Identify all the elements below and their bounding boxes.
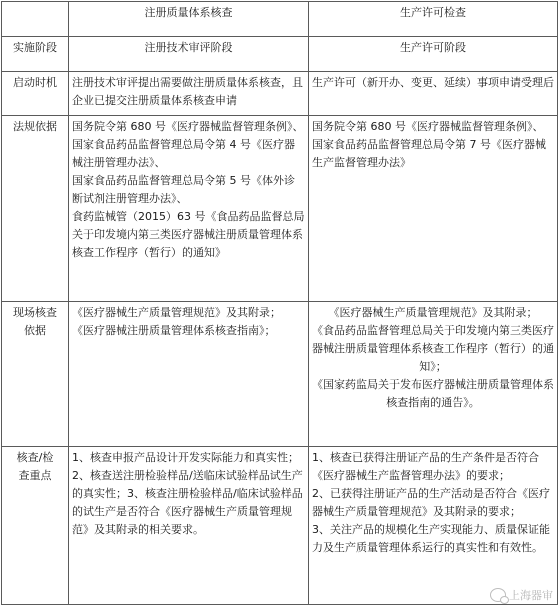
focus-label-line1: 核查/检 xyxy=(16,451,54,464)
onsite-right-item: 《食品药品监督管理总局关于印发境内第三类医疗器械注册质量管理体系核查工作程序（暂行）的通知》； xyxy=(312,324,554,373)
focus-right-item: 1、核查已获得注册证产品的生产条件是否符合《医疗器械生产监督管理办法》的要求； xyxy=(312,451,539,482)
onsite-right xyxy=(309,302,558,447)
watermark xyxy=(490,587,553,603)
trigger-right xyxy=(309,72,558,116)
focus-row xyxy=(2,447,558,605)
comparison-table xyxy=(1,1,558,605)
watermark-text: 上海器审 xyxy=(509,589,553,602)
legal-left xyxy=(69,116,309,302)
onsite-left xyxy=(69,302,309,447)
focus-right xyxy=(309,447,558,605)
trigger-right-text: 生产许可（新开办、变更、延续）事项申请受理后 xyxy=(312,76,554,89)
trigger-row xyxy=(2,72,558,116)
stage-right: 生产许可阶段 xyxy=(309,37,558,72)
focus-right-item: 3、关注产品的规模化生产实现能力、质量保证能力及生产质量管理体系运行的真实性和有效性。 xyxy=(312,523,550,554)
onsite-left-item: 《医疗器械生产质量管理规范》及其附录； xyxy=(72,306,281,319)
legal-left-item: 国家食品药品监督管理总局令第 4 号《医疗器械注册管理办法》、 xyxy=(72,138,295,169)
onsite-left-item: 《医疗器械注册质量管理体系核查指南》； xyxy=(72,324,276,337)
legal-left-item: 食药监械管（2015）63 号《食品药品监督总局关于印发境内第三类医疗器械注册质量管理体系核查工作程序（暂行）的通知》 xyxy=(72,210,305,259)
stage-left: 注册技术审评阶段 xyxy=(69,37,309,72)
onsite-right-item: 《国家药监局关于发布医疗器械注册质量管理体系核查指南的通告》。 xyxy=(312,378,554,409)
onsite-label-line1: 现场核查 xyxy=(13,306,57,319)
trigger-left xyxy=(69,72,309,116)
focus-left xyxy=(69,447,309,605)
header-registration: 注册质量体系核查 xyxy=(69,2,309,37)
focus-right-item: 2、已获得注册证产品的生产活动是否符合《医疗器械生产质量管理规范》及其附录的要求； xyxy=(312,487,550,518)
wechat-icon xyxy=(490,588,506,602)
onsite-row xyxy=(2,302,558,447)
header-corner xyxy=(2,2,69,37)
stage-row xyxy=(2,37,558,72)
focus-left-text: 1、核查申报产品设计开发实际能力和真实性；2、核查送注册检验样品/送临床试验样品试生产的真实性；3、核查注册检验样品/临床试验样品的试生产是否符合《医疗器械生产质量管理规范》及其附录的相关要求。 xyxy=(72,451,303,536)
legal-left-item: 国家食品药品监督管理总局令第 5 号《体外诊断试剂注册管理办法》、 xyxy=(72,174,295,205)
focus-label-line2: 查重点 xyxy=(18,469,52,482)
legal-right-item: 国家食品药品监督管理总局令第 7 号《医疗器械生产监督管理办法》 xyxy=(312,138,546,169)
focus-label xyxy=(2,447,69,605)
legal-label: 法规依据 xyxy=(2,116,69,302)
trigger-left-text: 注册技术审评提出需要做注册质量体系核查，且企业已提交注册质量体系核查申请 xyxy=(72,76,303,107)
onsite-label-line2: 依据 xyxy=(24,324,46,337)
header-row xyxy=(2,2,558,37)
onsite-label xyxy=(2,302,69,447)
legal-row xyxy=(2,116,558,302)
legal-right xyxy=(309,116,558,302)
onsite-right-item: 《医疗器械生产质量管理规范》及其附录； xyxy=(328,306,538,319)
legal-left-item: 国务院令第 680 号《医疗器械监督管理条例》、 xyxy=(72,120,304,133)
legal-right-item: 国务院令第 680 号《医疗器械监督管理条例》、 xyxy=(312,120,544,133)
stage-label: 实施阶段 xyxy=(2,37,69,72)
trigger-label: 启动时机 xyxy=(2,72,69,116)
header-production: 生产许可检查 xyxy=(309,2,558,37)
